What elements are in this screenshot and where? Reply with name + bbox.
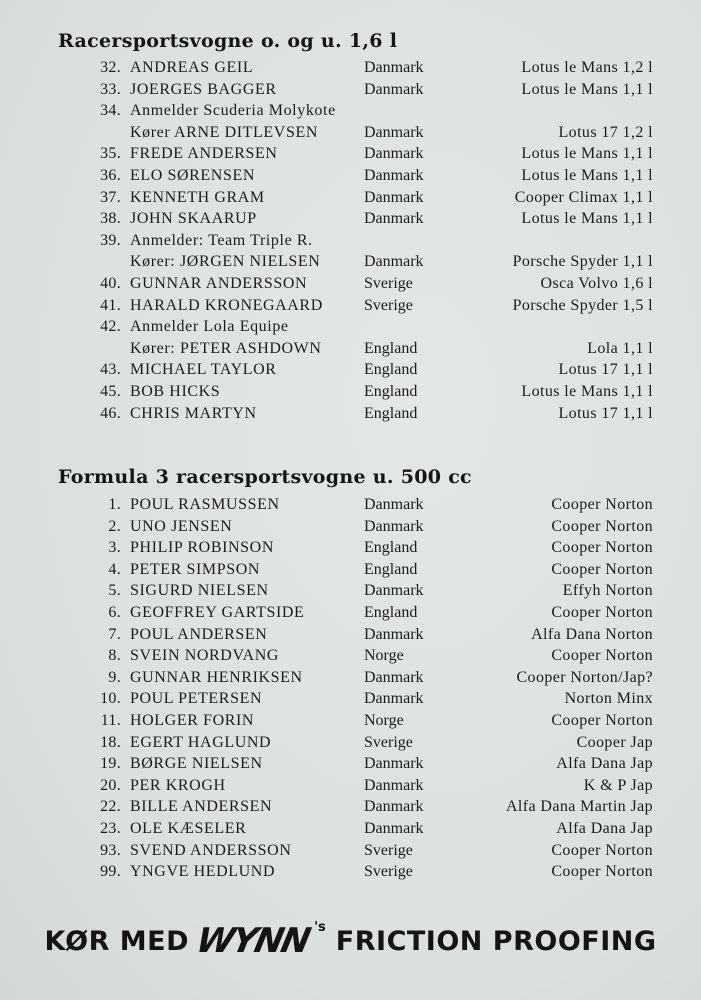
entry-country: Danmark xyxy=(364,798,424,816)
driver-name: PHILIP ROBINSON xyxy=(130,539,274,557)
entry-car: Porsche Spyder 1,1 l xyxy=(512,253,653,271)
entry-number: 4. xyxy=(108,560,121,578)
entry-number: 18. xyxy=(100,733,121,751)
entry-row xyxy=(0,732,701,754)
driver-name: KENNETH GRAM xyxy=(130,188,265,206)
entry-car: Lotus le Mans 1,1 l xyxy=(521,145,653,163)
entry-row xyxy=(0,251,701,273)
driver-name: GEOFFREY GARTSIDE xyxy=(130,603,305,621)
entry-car: K & P Jap xyxy=(583,776,653,794)
entry-country: England xyxy=(364,339,418,357)
entry-number: 5. xyxy=(108,582,121,600)
entry-car: Lotus 17 1,1 l xyxy=(558,361,653,379)
entry-number: 7. xyxy=(108,625,121,643)
entry-number: 42. xyxy=(100,318,121,336)
entry-row xyxy=(0,295,701,317)
entry-row xyxy=(0,403,701,425)
entry-car: Effyh Norton xyxy=(562,582,653,600)
entry-row xyxy=(0,645,701,667)
entry-number: 19. xyxy=(100,755,121,773)
driver-name: CHRIS MARTYN xyxy=(130,404,257,422)
entry-list-sportscars xyxy=(0,57,701,424)
entry-row xyxy=(0,338,701,360)
entry-car: Cooper Norton xyxy=(551,711,653,729)
brand-suffix: 's xyxy=(314,920,326,935)
entry-car: Cooper Norton xyxy=(551,863,653,881)
entry-number: 39. xyxy=(100,231,121,249)
driver-name: ANDREAS GEIL xyxy=(130,59,254,76)
entry-number: 2. xyxy=(108,517,121,535)
driver-name: Kører: JØRGEN NIELSEN xyxy=(130,253,321,271)
entry-row xyxy=(0,602,701,624)
entry-country: England xyxy=(364,603,418,621)
driver-name: MICHAEL TAYLOR xyxy=(130,361,277,379)
driver-name: SIGURD NIELSEN xyxy=(130,582,269,600)
entry-country: Danmark xyxy=(364,517,424,535)
entry-list-formula3 xyxy=(0,494,701,883)
entry-car: Lotus le Mans 1,1 l xyxy=(521,80,653,98)
driver-name: SVEIN NORDVANG xyxy=(130,647,280,665)
entry-country: Danmark xyxy=(364,690,424,708)
driver-name: Kører: PETER ASHDOWN xyxy=(130,339,322,357)
entry-row xyxy=(0,753,701,775)
entry-car: Lotus le Mans 1,1 l xyxy=(521,382,653,400)
entry-row xyxy=(0,230,701,252)
entry-country: Sverige xyxy=(364,733,413,751)
entry-row xyxy=(0,359,701,381)
entry-country: England xyxy=(364,382,418,400)
entry-car: Cooper Climax 1,1 l xyxy=(514,188,653,206)
entry-country: England xyxy=(364,539,418,557)
driver-name: Kører ARNE DITLEVSEN xyxy=(130,123,318,141)
entry-row xyxy=(0,316,701,338)
entry-car: Cooper Norton xyxy=(551,603,653,621)
entry-car: Cooper Norton xyxy=(551,560,653,578)
entry-number: 45. xyxy=(100,382,121,400)
entry-number: 37. xyxy=(100,188,121,206)
driver-name: Anmelder: Team Triple R. xyxy=(130,231,313,249)
entry-row xyxy=(0,559,701,581)
entry-number: 9. xyxy=(108,668,121,686)
entry-country: Danmark xyxy=(364,188,424,206)
entry-number: 8. xyxy=(108,647,121,665)
entry-car: Cooper Norton xyxy=(551,647,653,665)
entry-country: Danmark xyxy=(364,496,424,513)
entry-number: 99. xyxy=(100,863,121,881)
entry-row xyxy=(0,57,701,79)
driver-name: Anmelder Lola Equipe xyxy=(130,318,289,336)
entry-country: Danmark xyxy=(364,819,424,837)
entry-row xyxy=(0,494,701,516)
entry-row xyxy=(0,580,701,602)
entry-row xyxy=(0,122,701,144)
entry-country: Sverige xyxy=(364,274,413,292)
entry-number: 40. xyxy=(100,274,121,292)
entry-number: 6. xyxy=(108,603,121,621)
driver-name: FREDE ANDERSEN xyxy=(130,145,278,163)
driver-name: GUNNAR HENRIKSEN xyxy=(130,668,303,686)
driver-name: JOERGES BAGGER xyxy=(130,80,277,98)
entry-country: England xyxy=(364,560,418,578)
entry-country: Sverige xyxy=(364,863,413,881)
entry-car: Alfa Dana Norton xyxy=(531,625,653,643)
entry-country: Danmark xyxy=(364,123,424,141)
entry-number: 43. xyxy=(100,361,121,379)
driver-name: HOLGER FORIN xyxy=(130,711,255,729)
entry-car: Lotus 17 1,1 l xyxy=(558,404,653,422)
entry-car: Porsche Spyder 1,5 l xyxy=(512,296,653,314)
entry-number: 41. xyxy=(100,296,121,314)
entry-row xyxy=(0,667,701,689)
entry-row xyxy=(0,516,701,538)
driver-name: YNGVE HEDLUND xyxy=(130,863,276,881)
entry-number: 32. xyxy=(100,59,121,76)
entry-row xyxy=(0,79,701,101)
entry-number: 35. xyxy=(100,145,121,163)
entry-car: Lotus le Mans 1,2 l xyxy=(521,59,653,76)
entry-number: 10. xyxy=(100,690,121,708)
entry-number: 22. xyxy=(100,798,121,816)
entry-car: Norton Minx xyxy=(564,690,653,708)
entry-row xyxy=(0,165,701,187)
entry-country: Danmark xyxy=(364,59,424,76)
advertisement-footer xyxy=(0,916,701,966)
entry-car: Cooper Jap xyxy=(576,733,653,751)
entry-country: Sverige xyxy=(364,841,413,859)
entry-car: Lotus le Mans 1,1 l xyxy=(521,166,653,184)
driver-name: BILLE ANDERSEN xyxy=(130,798,273,816)
entry-car: Cooper Norton xyxy=(551,496,653,513)
entry-row xyxy=(0,861,701,883)
entry-row xyxy=(0,624,701,646)
entry-number: 23. xyxy=(100,819,121,837)
entry-row xyxy=(0,187,701,209)
entry-country: England xyxy=(364,404,418,422)
entry-country: Norge xyxy=(364,711,404,729)
entry-country: Danmark xyxy=(364,253,424,271)
driver-name: POUL ANDERSEN xyxy=(130,625,268,643)
entry-country: Danmark xyxy=(364,776,424,794)
driver-name: GUNNAR ANDERSSON xyxy=(130,274,308,292)
entry-country: Danmark xyxy=(364,80,424,98)
driver-name: POUL RASMUSSEN xyxy=(130,496,280,513)
entry-row xyxy=(0,143,701,165)
entry-row xyxy=(0,710,701,732)
entry-country: Danmark xyxy=(364,210,424,228)
entry-country: Danmark xyxy=(364,582,424,600)
entry-row xyxy=(0,100,701,122)
driver-name: ELO SØRENSEN xyxy=(130,166,255,184)
entry-car: Cooper Norton xyxy=(551,841,653,859)
section-title-sportscars: Racersportsvogne o. og u. 1,6 l xyxy=(58,30,398,52)
entry-country: Danmark xyxy=(364,668,424,686)
entry-country: Danmark xyxy=(364,625,424,643)
entry-country: Danmark xyxy=(364,755,424,773)
entry-car: Lotus 17 1,2 l xyxy=(558,123,653,141)
entry-row xyxy=(0,537,701,559)
entry-number: 11. xyxy=(100,711,121,729)
entry-row xyxy=(0,775,701,797)
driver-name: EGERT HAGLUND xyxy=(130,733,272,751)
entry-number: 93. xyxy=(100,841,121,859)
entry-car: Lola 1,1 l xyxy=(587,339,653,357)
entry-country: Sverige xyxy=(364,296,413,314)
section-title-formula3: Formula 3 racersportsvogne u. 500 cc xyxy=(58,466,472,488)
entry-country: England xyxy=(364,361,418,379)
entry-row xyxy=(0,818,701,840)
driver-name: SVEND ANDERSSON xyxy=(130,841,292,859)
driver-name: HARALD KRONEGAARD xyxy=(130,296,323,314)
brand-logo: WYNN xyxy=(192,921,313,961)
driver-name: POUL PETERSEN xyxy=(130,690,263,708)
entry-car: Alfa Dana Jap xyxy=(556,819,653,837)
entry-country: Danmark xyxy=(364,166,424,184)
driver-name: PER KROGH xyxy=(130,776,226,794)
entry-row xyxy=(0,688,701,710)
driver-name: OLE KÆSELER xyxy=(130,819,247,837)
entry-car: Cooper Norton/Jap? xyxy=(516,668,653,686)
entry-car: Cooper Norton xyxy=(551,517,653,535)
entry-country: Norge xyxy=(364,647,404,665)
entry-number: 33. xyxy=(100,80,121,98)
ad-suffix: FRICTION PROOFING xyxy=(335,925,657,957)
entry-number: 38. xyxy=(100,210,121,228)
entry-row xyxy=(0,273,701,295)
entry-car: Lotus le Mans 1,1 l xyxy=(521,210,653,228)
driver-name: BØRGE NIELSEN xyxy=(130,755,263,773)
entry-number: 34. xyxy=(100,102,121,120)
driver-name: JOHN SKAARUP xyxy=(130,210,257,228)
entry-car: Alfa Dana Jap xyxy=(556,755,653,773)
entry-row xyxy=(0,840,701,862)
entry-row xyxy=(0,208,701,230)
driver-name: BOB HICKS xyxy=(130,382,221,400)
entry-row xyxy=(0,381,701,403)
entry-number: 3. xyxy=(108,539,121,557)
entry-country: Danmark xyxy=(364,145,424,163)
entry-number: 20. xyxy=(100,776,121,794)
entry-car: Alfa Dana Martin Jap xyxy=(505,798,653,816)
entry-number: 36. xyxy=(100,166,121,184)
entry-row xyxy=(0,796,701,818)
ad-prefix: KØR MED xyxy=(44,925,190,957)
entry-number: 1. xyxy=(108,496,121,513)
entry-number: 46. xyxy=(100,404,121,422)
entry-car: Osca Volvo 1,6 l xyxy=(540,274,653,292)
driver-name: PETER SIMPSON xyxy=(130,560,261,578)
driver-name: Anmelder Scuderia Molykote xyxy=(130,102,336,120)
driver-name: UNO JENSEN xyxy=(130,517,233,535)
entry-car: Cooper Norton xyxy=(551,539,653,557)
